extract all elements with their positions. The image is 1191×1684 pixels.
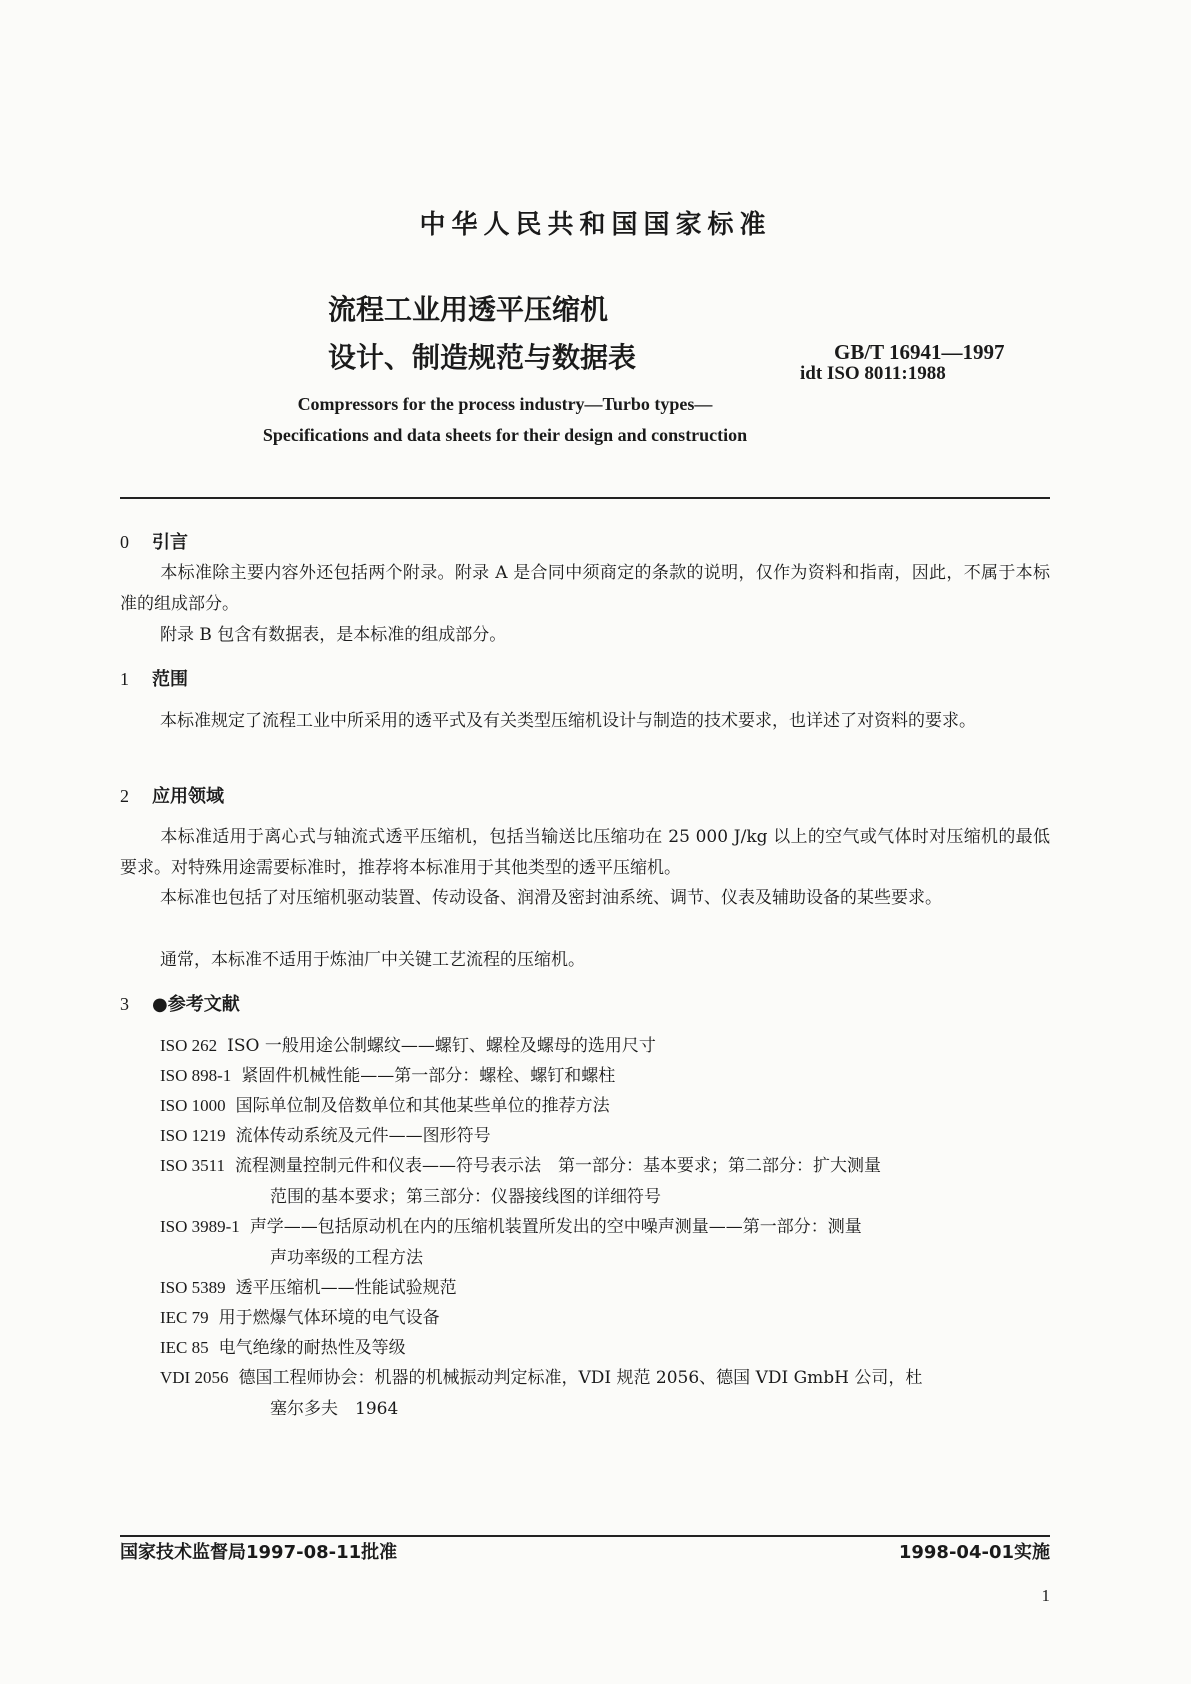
english-title-line-2: Specifications and data sheets for their design and construction [262,425,748,445]
section-heading-3: 3 ●参考文献 [120,994,240,1015]
section-2-paragraph-1: 本标准适用于离心式与轴流式透平压缩机，包括当输送比压缩功在 25 000 J/kg 以上的空气或气体时对压缩机的最低要求。对特殊用途需要标准时，推荐将本标准用于其他类型的透平压缩机。 [120,827,1050,878]
section-heading-0: 0 引言 [120,532,188,553]
section-heading-1: 1 范围 [120,669,188,690]
reference-item: ISO 1219 流体传动系统及元件——图形符号 [160,1126,491,1146]
implementation-date: 1998-04-01实施 [898,1542,1050,1563]
reference-item: ISO 3989-1 声学——包括原动机在内的压缩机装置所发出的空中噪声测量——第一部分：测量 声功率级的工程方法 [160,1217,862,1268]
reference-item: ISO 3511 流程测量控制元件和仪表——符号表示法 第一部分：基本要求；第二部分：扩大测量 范围的基本要求；第三部分：仪器接线图的详细符号 [160,1156,882,1207]
idt-reference: idt ISO 8011:1988 [800,363,946,384]
reference-item: VDI 2056 德国工程师协会：机器的机械振动判定标准，VDI 规范 2056、德国 VDI GmbH 公司，杜 塞尔多夫 1964 [160,1368,923,1419]
standard-number: GB/T 16941—1997 [834,340,1005,364]
english-title-line-1: Compressors for the process industry—Turbo types— [297,394,713,414]
issuing-organization: 中华人民共和国国家标准 [419,210,772,240]
section-2-paragraph-3: 通常，本标准不适用于炼油厂中关键工艺流程的压缩机。 [160,950,585,970]
title-line-1: 流程工业用透平压缩机 [328,293,609,326]
reference-item: ISO 1000 国际单位制及倍数单位和其他某些单位的推荐方法 [160,1096,610,1116]
reference-item: ISO 262 ISO 一般用途公制螺纹——螺钉、螺栓及螺母的选用尺寸 [160,1036,656,1056]
title-line-2: 设计、制造规范与数据表 [328,341,637,374]
reference-item: ISO 5389 透平压缩机——性能试验规范 [160,1278,457,1298]
reference-item: ISO 898-1 紧固件机械性能——第一部分：螺栓、螺钉和螺柱 [160,1066,616,1086]
reference-item: IEC 85 电气绝缘的耐热性及等级 [160,1338,406,1358]
section-heading-2: 2 应用领域 [120,786,224,807]
reference-item: IEC 79 用于燃爆气体环境的电气设备 [160,1308,440,1328]
approval-date: 国家技术监督局1997-08-11批准 [120,1542,398,1563]
section-1-paragraph-1: 本标准规定了流程工业中所采用的透平式及有关类型压缩机设计与制造的技术要求，也详述了对资料的要求。 [160,711,976,731]
header-divider [120,497,1050,499]
section-0-paragraph-1: 本标准除主要内容外还包括两个附录。附录 A 是合同中须商定的条款的说明，仅作为资料和指南，因此，不属于本标准的组成部分。 [120,563,1050,614]
section-2-paragraph-2: 本标准也包括了对压缩机驱动装置、传动设备、润滑及密封油系统、调节、仪表及辅助设备的某些要求。 [160,888,942,908]
section-0-paragraph-2: 附录 B 包含有数据表，是本标准的组成部分。 [160,625,507,645]
footer-divider [120,1535,1050,1537]
page-number: 1 [1041,1586,1050,1605]
